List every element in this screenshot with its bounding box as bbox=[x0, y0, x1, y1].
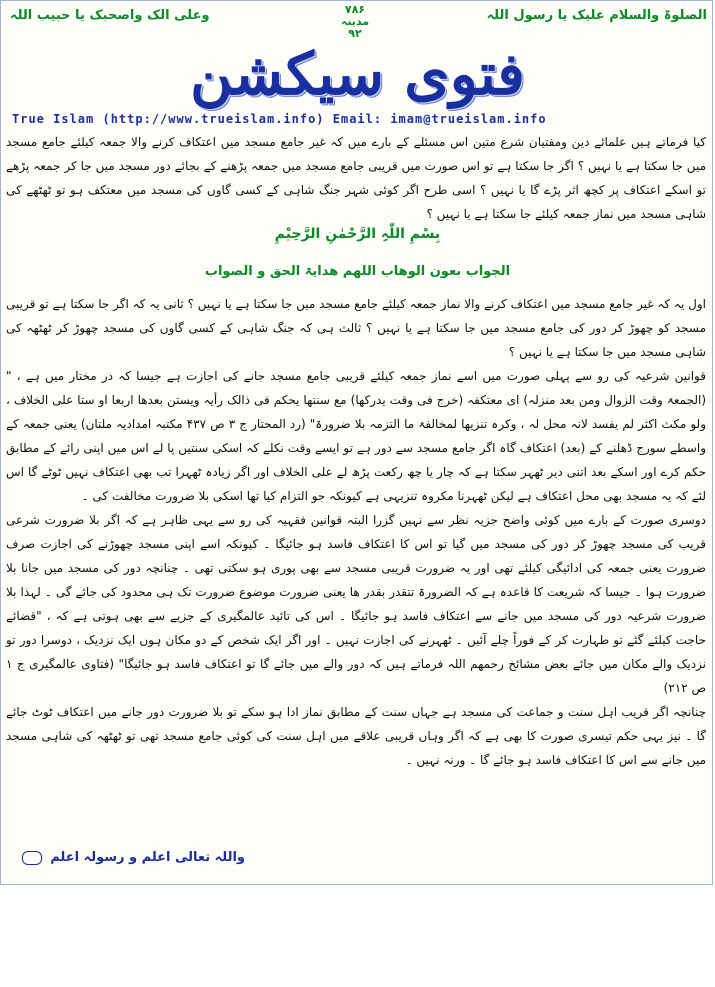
question-text: کیا فرماتے ہیں علمائے دین ومفتیان شرع متین اس مسئلے کے بارے میں کہ غیر جامع مسجد میں اعتکاف کرنے والا جمعہ کیلئے جامع مسجد میں جا سکتا ہے یا نہیں ؟ اگر جا سکتا ہے تو اس صورت میں قریبی جامع مسجد میں جمعہ پڑھنے کے بجائے دور مسجد میں جا کر جمعہ پڑھے تو اسکے اعتکاف پر کچھ اثر پڑے گا یا نہیں ؟ اسی طرح اگر کوئی شہر جنگ شاہی کے کسی گاوں کی مسجد میں معتکف ہو تو ٹھٹھے کی شاہی مسجد میں نماز جمعہ کیلئے جا سکتا ہے یا نہیں ؟ bbox=[6, 135, 706, 221]
header-center-number bbox=[330, 4, 380, 40]
answer-paragraph: چنانچہ اگر قریب اہل سنت و جماعت کی مسجد ہے جہاں سنت کے مطابق نماز ادا ہو سکے تو بلا ضرورت دور جانے میں اعتکاف ٹوٹ جائے گا ۔ نیز یہی حکم تیسری صورت کا بھی ہے کہ اگر وہاں قریبی علاقے میں اہل سنت کی کوئی جامع مسجد تھی تو ٹھٹھہ کی شاہی مسجد میں جانے سے اس کا اعتکاف فاسد ہو جائے گا ۔ ورنہ نہیں ۔ bbox=[6, 705, 706, 767]
page-title: فتوی سیکشن bbox=[190, 40, 525, 108]
closing-line bbox=[22, 850, 245, 865]
answer-paragraph: اول یہ کہ غیر جامع مسجد میں اعتکاف کرنے والا نماز جمعہ کیلئے جامع مسجد میں جا سکتا ہے یا نہیں ؟ ثانی یہ کہ اگر جا سکتا ہے تو قریبی مسجد کو چھوڑ کر دور کی جامع مسجد میں جا سکتا ہے یا نہیں ؟ ثالث ہی کہ جنگ شاہی کے کسی گاوں کی مسجد چھوڑ کر ٹھٹھہ کی شاہی مسجد میں جا سکتا ہے یا نہیں ؟ bbox=[6, 297, 706, 359]
closing-text: واللہ تعالی اعلم و رسولہ اعلم bbox=[50, 850, 245, 865]
answer-paragraph: قوانین شرعیہ کی رو سے پہلی صورت میں اسے نماز جمعہ کیلئے قریبی جامع مسجد جانے کی اجازت ہے جیسا کہ در مختار میں ہے ، "(الجمعۃ وقت الزوال ومن بعد منزلہ) ای معتکفہ (خرج فی وقت یدرکھا) مع سنتھا یحکم فی ذالک رأیہ ویستن بعدھا اربعا او ستا علی الخلاف ، ولو مکث اکثر لم یفسد لانہ محل لہ ، وکرہ تنزیھا لمخالفۃ ما التزمہ بلا ضرورۃ" (رد المحتار ج ۳ ص ۴۳۷ مکتبہ امدادیہ ملتان) یعنی جمعہ کے واسطے سورج ڈھلنے کے (بعد) اعتکاف گاہ اگر جامع مسجد سے دور ہے تو ایسے وقت نکلے کہ اسکی سنتیں پا لے اس میں اپنی رائے کے مطابق حکم کرے اور اسکے بعد اتنی دیر ٹھہر سکتا ہے کہ چار یا چھ رکعت پڑھ لے علی الخلاف اور اگر زیادہ ٹھہرا تب بھی اعتکاف نہیں ٹوٹے گا اس لئے کہ یہ مسجد بھی محل اعتکاف ہے لیکن ٹھہرنا مکروہ تنزیہی ہے کیونکہ جو التزام کیا تھا اسکی بلا ضرورت مخالفت کی ۔ bbox=[6, 369, 706, 503]
contact-line: True Islam (http://www.trueislam.info) Email: imam@trueislam.info bbox=[12, 112, 547, 126]
header-92: ۹۲ bbox=[348, 27, 362, 40]
header-madina: مدینہ bbox=[340, 15, 370, 28]
answer-block bbox=[6, 292, 706, 772]
header-salutation-right: الصلوۃ والسلام علیک یا رسول اللہ bbox=[486, 8, 707, 23]
answer-heading: الجواب بعون الوھاب اللھم ھدایۃ الحق و الصواب bbox=[204, 264, 511, 279]
header-salutation-left: وعلی الک واصحبک یا حبیب اللہ bbox=[10, 8, 210, 23]
question-block bbox=[6, 130, 706, 226]
answer-paragraph: دوسری صورت کے بارے میں کوئی واضح جزیہ نظر سے نہیں گزرا البتہ قوانین فقہیہ کی رو سے یہی ظاہر ہے کہ اگر بلا ضرورت شرعی قریب کی مسجد چھوڑ کر دور کی مسجد میں گیا تو اس کا اعتکاف فاسد ہو جائیگا ۔ کیونکہ اسے اپنی مسجد چھوڑنے کی اجازت صرف ضرورت یعنی جمعہ کی ادائیگی کیلئے تھی اور یہ ضرورت قریبی مسجد سے بھی پوری ہو سکتی تھی ۔ چنانچہ دور کی مسجد میں جانا بلا ضرورت ہوا ۔ جیسا کہ شریعت کا قاعدہ ہے کہ الضرورۃ تتقدر بقدر ھا یعنی ضرورت موضوع ضرورت تک ہی محدود کی جائے گی ۔ لہذا بلا ضرورت شرعیہ دور کی مسجد میں جانے سے اعتکاف فاسد ہو جائیگا ۔ اس کی تائید عالمگیری کے جزیے سے بھی ہوتی ہے کہ ، "قضائے حاجت کیلئے گئے تو طہارت کر کے فوراً چلے آئیں ۔ ٹھہرنے کی اجازت نہیں ۔ اور اگر ایک شخص کے دو مکان ہوں ایک نزدیک ، دوسرا دور تو نزدیک والے مکان میں جائے بعض مشائخ رحمھم اللہ فرماتے ہیں کہ دور والے میں جائے گا تو اعتکاف فاسد ہو جائیگا" (فتاوی عالمگیری ج ۱ ص ۲۱۲) bbox=[6, 513, 706, 695]
header-786: ۷۸۶ bbox=[344, 3, 366, 16]
bismillah: بِسْمِ اللّٰہِ الرَّحْمٰنِ الرَّحِیْمِ bbox=[274, 226, 441, 242]
seal-icon bbox=[22, 851, 42, 865]
